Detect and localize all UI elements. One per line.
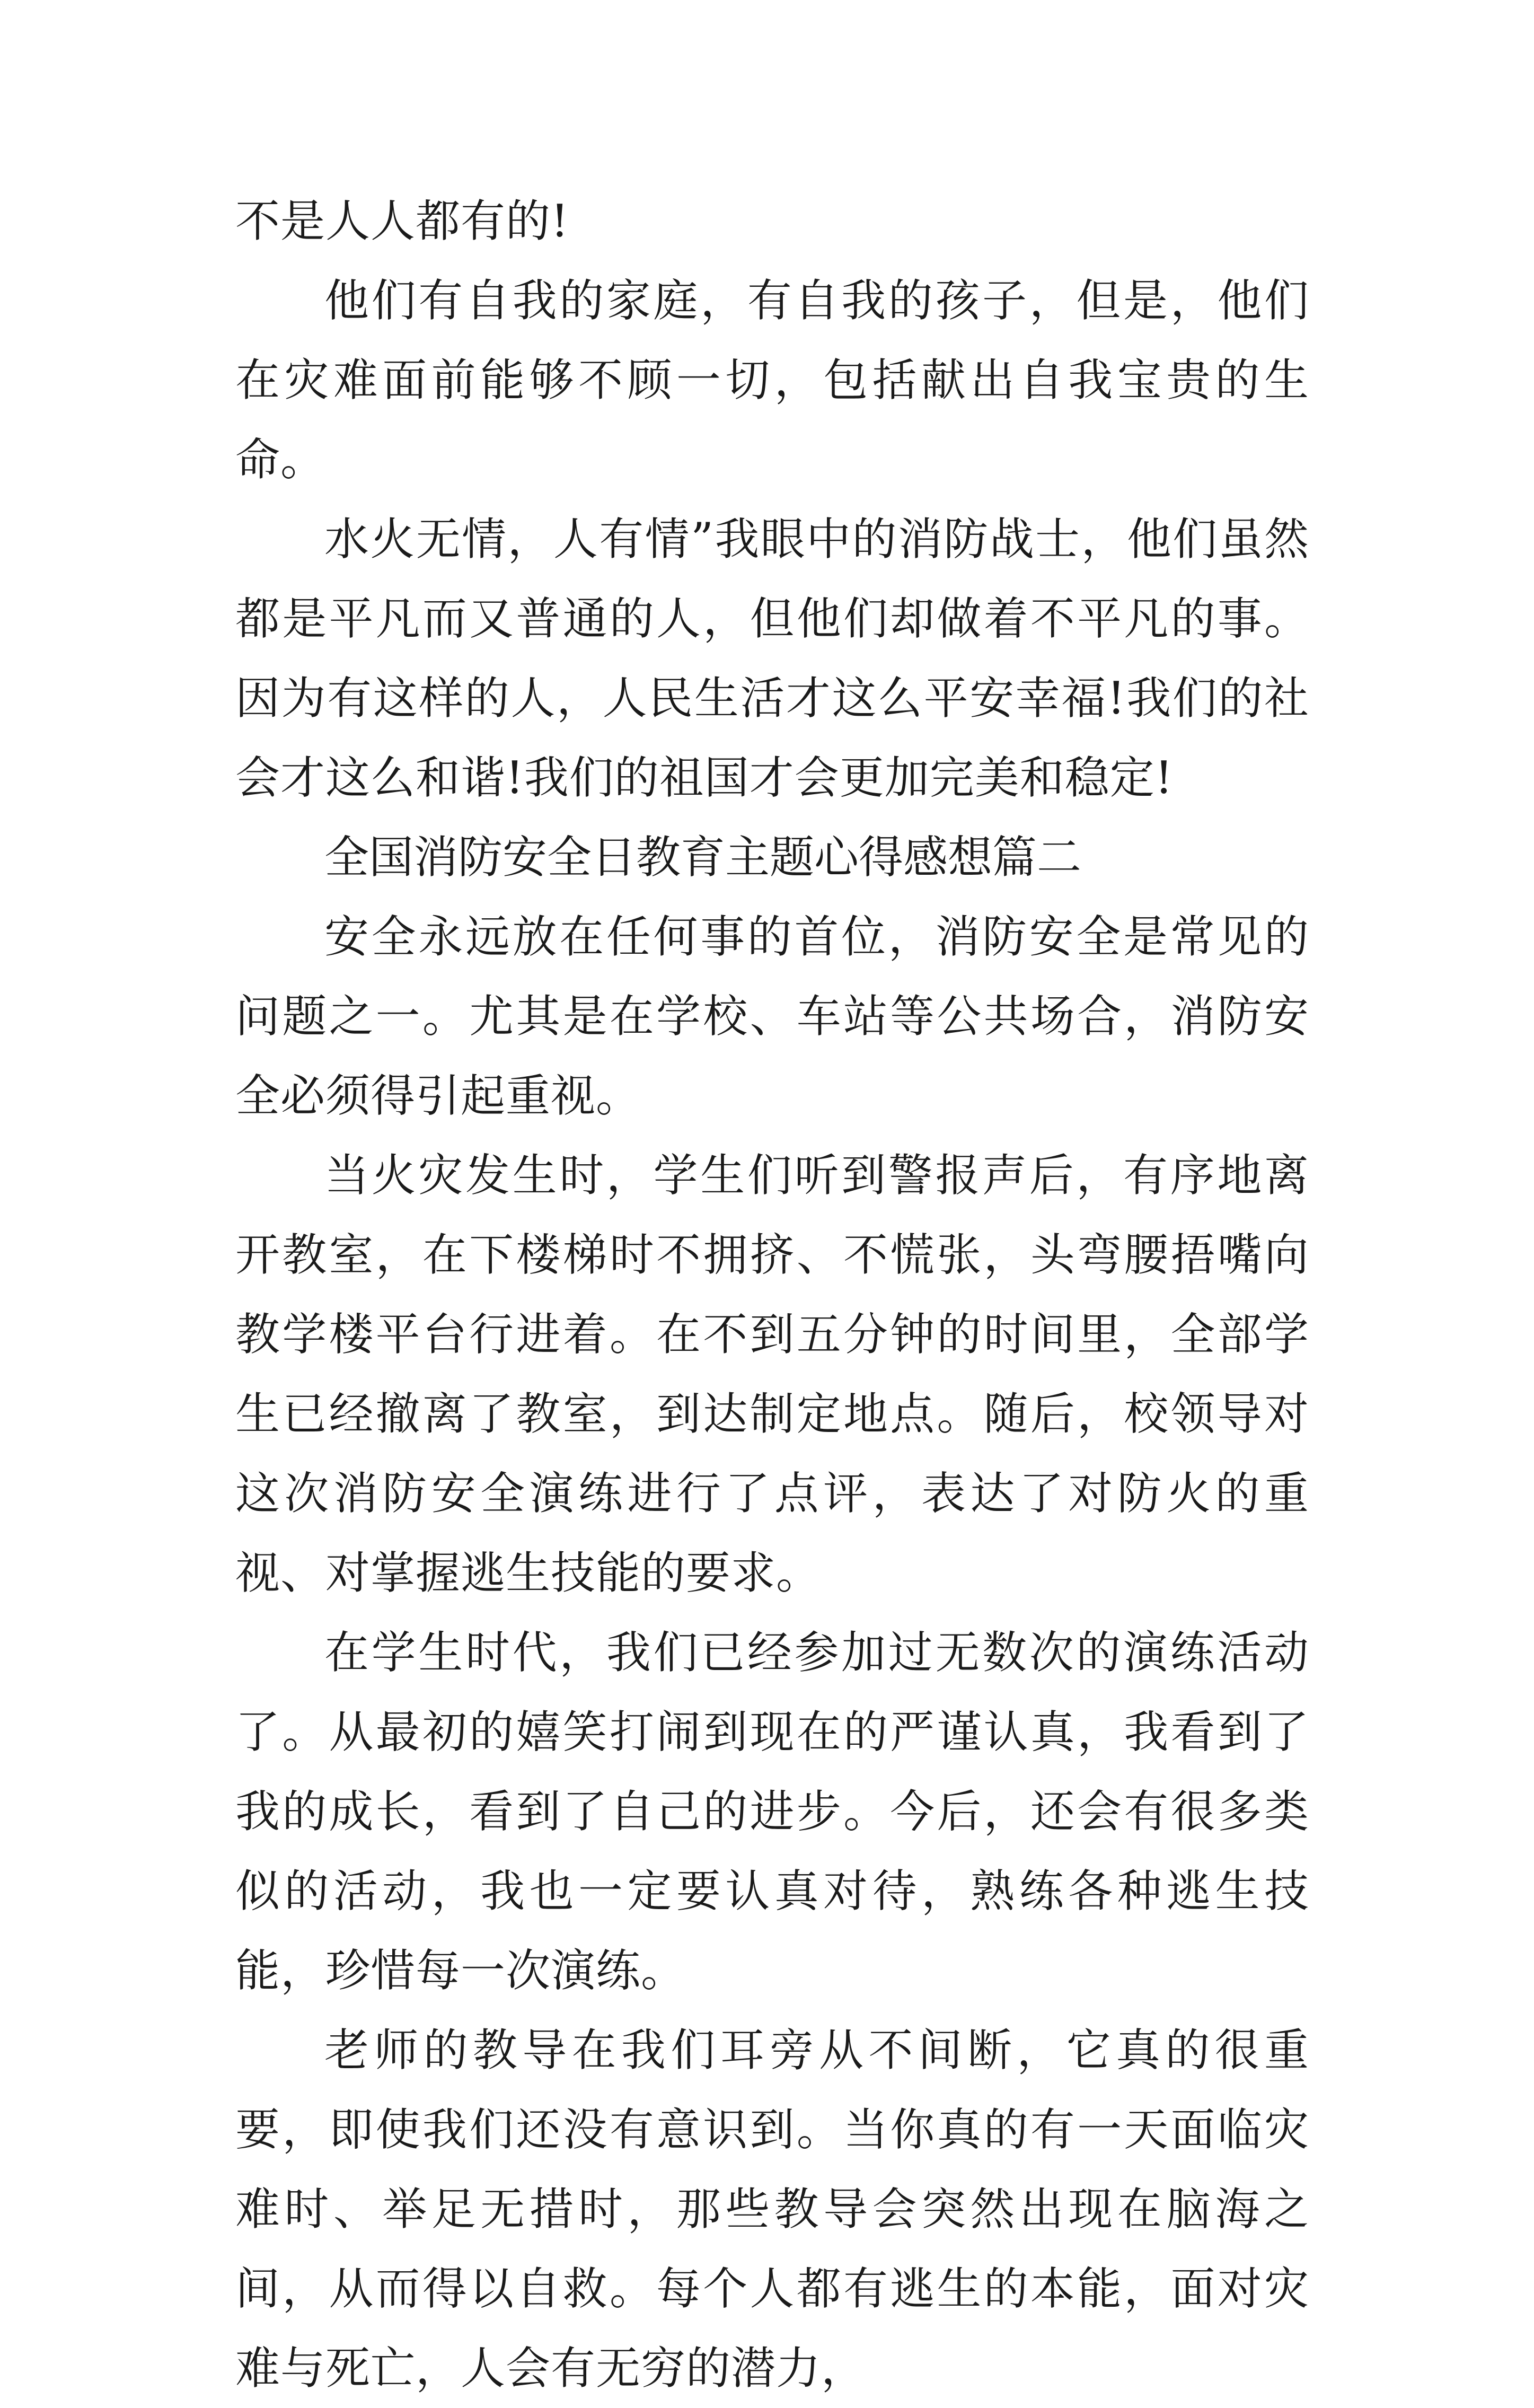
paragraph-student-growth: 在学生时代，我们已经参加过无数次的演练活动了。从最初的嬉笑打闹到现在的严谨认真，我看到了我的成长，看到了自己的进步。今后，还会有很多类似的活动，我也一定要认真对待，熟练各种逃生技能，珍惜每一次演练。 — [235, 1627, 1309, 1997]
paragraph-safety-first: 安全永远放在任何事的首位，消防安全是常见的问题之一。尤其是在学校、车站等公共场合，消防安全必须得引起重视。 — [235, 911, 1309, 1122]
paragraph-teacher-guidance: 老师的教导在我们耳旁从不间断，它真的很重要，即使我们还没有意识到。当你真的有一天面临灾难时、举足无措时，那些教导会突然出现在脑海之间，从而得以自救。每个人都有逃生的本能，面对灾难与死亡，人会有无穷的潜力， — [235, 2024, 1309, 2394]
paragraph-family-sacrifice: 他们有自我的家庭，有自我的孩子，但是，他们在灾难面前能够不顾一切，包括献出自我宝贵的生命。 — [235, 275, 1309, 486]
document-body — [235, 181, 1309, 2408]
paragraph-continuation: 不是人人都有的! — [235, 195, 569, 247]
paragraph-firefighters: 水火无情，人有情”我眼中的消防战士，他们虽然都是平凡而又普通的人，但他们却做着不平凡的事。因为有这样的人，人民生活才这么平安幸福!我们的社会才这么和谐!我们的祖国才会更加完美和稳定! — [235, 513, 1309, 804]
paragraph-fire-drill: 当火灾发生时，学生们听到警报声后，有序地离开教室，在下楼梯时不拥挤、不慌张，头弯腰捂嘴向教学楼平台行进着。在不到五分钟的时间里，全部学生已经撤离了教室，到达制定地点。随后，校领导对这次消防安全演练进行了点评，表达了对防火的重视、对掌握逃生技能的要求。 — [235, 1149, 1309, 1599]
section-heading: 全国消防安全日教育主题心得感想篇二 — [324, 831, 1082, 883]
